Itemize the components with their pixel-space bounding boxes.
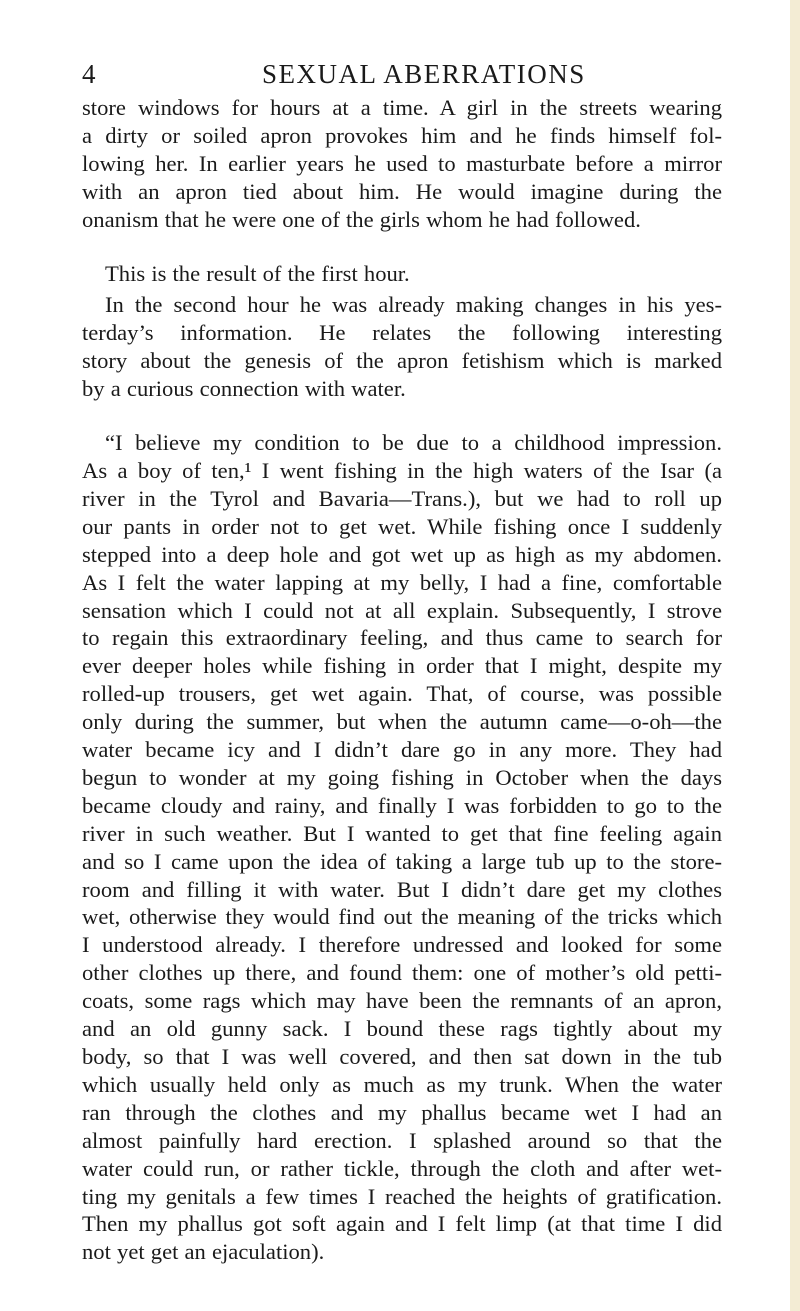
running-head: SEXUAL ABERRATIONS: [262, 59, 586, 89]
text-line: water could run, or rather tickle, through the cloth and after wet-: [82, 1155, 722, 1181]
text-line: wet, otherwise they would find out the meaning of the tricks which: [82, 904, 722, 930]
text-line: body, so that I was well covered, and then sat down in the tub: [82, 1044, 722, 1069]
paragraph-1: [82, 94, 722, 234]
text-line: As I felt the water lapping at my belly, I had a fine, comfortable: [82, 569, 722, 595]
text-line: “I believe my condition to be due to a childhood impression.: [105, 430, 722, 456]
text-line: room and filling it with water. But I didn’t dare get my clothes: [82, 876, 722, 902]
paragraph-2: [82, 260, 722, 288]
text-line: to regain this extraordinary feeling, and thus came to search for: [82, 625, 722, 651]
text-line: river in such weather. But I wanted to get that fine feeling again: [82, 820, 722, 846]
text-line: and so I came upon the idea of taking a large tub up to the store-: [82, 848, 722, 874]
text-line: ting my genitals a few times I reached the heights of gratification.: [82, 1183, 722, 1209]
text-line: onanism that he were one of the girls whom he had followed.: [82, 206, 641, 232]
text-line: In the second hour he was already making changes in his yes-: [105, 292, 722, 318]
text-line: This is the result of the first hour.: [105, 260, 410, 286]
text-line: As a boy of ten,¹ I went fishing in the high waters of the Isar (a: [82, 457, 722, 483]
text-line: story about the genesis of the apron fetishism which is marked: [82, 348, 722, 374]
text-line: which usually held only as much as my trunk. When the water: [82, 1071, 722, 1097]
text-line: a dirty or soiled apron provokes him and he finds himself fol-: [82, 122, 722, 148]
text-line: ever deeper holes while fishing in order that I might, despite my: [82, 653, 722, 679]
text-line: terday’s information. He relates the following interesting: [82, 320, 722, 346]
paragraph-3: [82, 291, 722, 403]
text-line: coats, some rags which may have been the remnants of an apron,: [82, 988, 722, 1014]
text-line: ran through the clothes and my phallus became wet I had an: [82, 1099, 722, 1125]
text-line: only during the summer, but when the autumn came—o-oh—the: [82, 709, 722, 735]
text-line: became cloudy and rainy, and finally I was forbidden to go to the: [82, 792, 722, 818]
text-line: other clothes up there, and found them: one of mother’s old petti-: [82, 960, 722, 986]
body-text: [82, 94, 722, 1266]
page-header: [82, 56, 722, 96]
page-edge: [790, 0, 800, 1311]
text-line: water became icy and I didn’t dare go in any more. They had: [82, 737, 722, 763]
text-line: almost painfully hard erection. I splashed around so that the: [82, 1127, 722, 1153]
text-line: sensation which I could not at all explain. Subsequently, I strove: [82, 597, 722, 623]
text-line: Then my phallus got soft again and I felt limp (at that time I did: [82, 1211, 722, 1237]
text-line: store windows for hours at a time. A girl in the streets wearing: [82, 95, 722, 120]
page-number: 4: [82, 59, 97, 89]
text-line: and an old gunny sack. I bound these rags tightly about my: [82, 1016, 722, 1042]
text-line: river in the Tyrol and Bavaria—Trans.), but we had to roll up: [82, 485, 722, 511]
text-line: by a curious connection with water.: [82, 376, 406, 402]
text-line: stepped into a deep hole and got wet up as high as my abdomen.: [82, 541, 722, 567]
text-line: I understood already. I therefore undressed and looked for some: [82, 932, 722, 958]
text-line: begun to wonder at my going fishing in October when the days: [82, 764, 722, 790]
text-line: not yet get an ejaculation).: [82, 1239, 325, 1265]
paragraph-4: [82, 429, 722, 1266]
text-line: lowing her. In earlier years he used to masturbate before a mirror: [82, 150, 722, 176]
text-line: rolled-up trousers, get wet again. That, of course, was possible: [82, 681, 722, 707]
text-line: our pants in order not to get wet. While fishing once I suddenly: [82, 513, 722, 539]
text-line: with an apron tied about him. He would imagine during the: [82, 178, 722, 204]
